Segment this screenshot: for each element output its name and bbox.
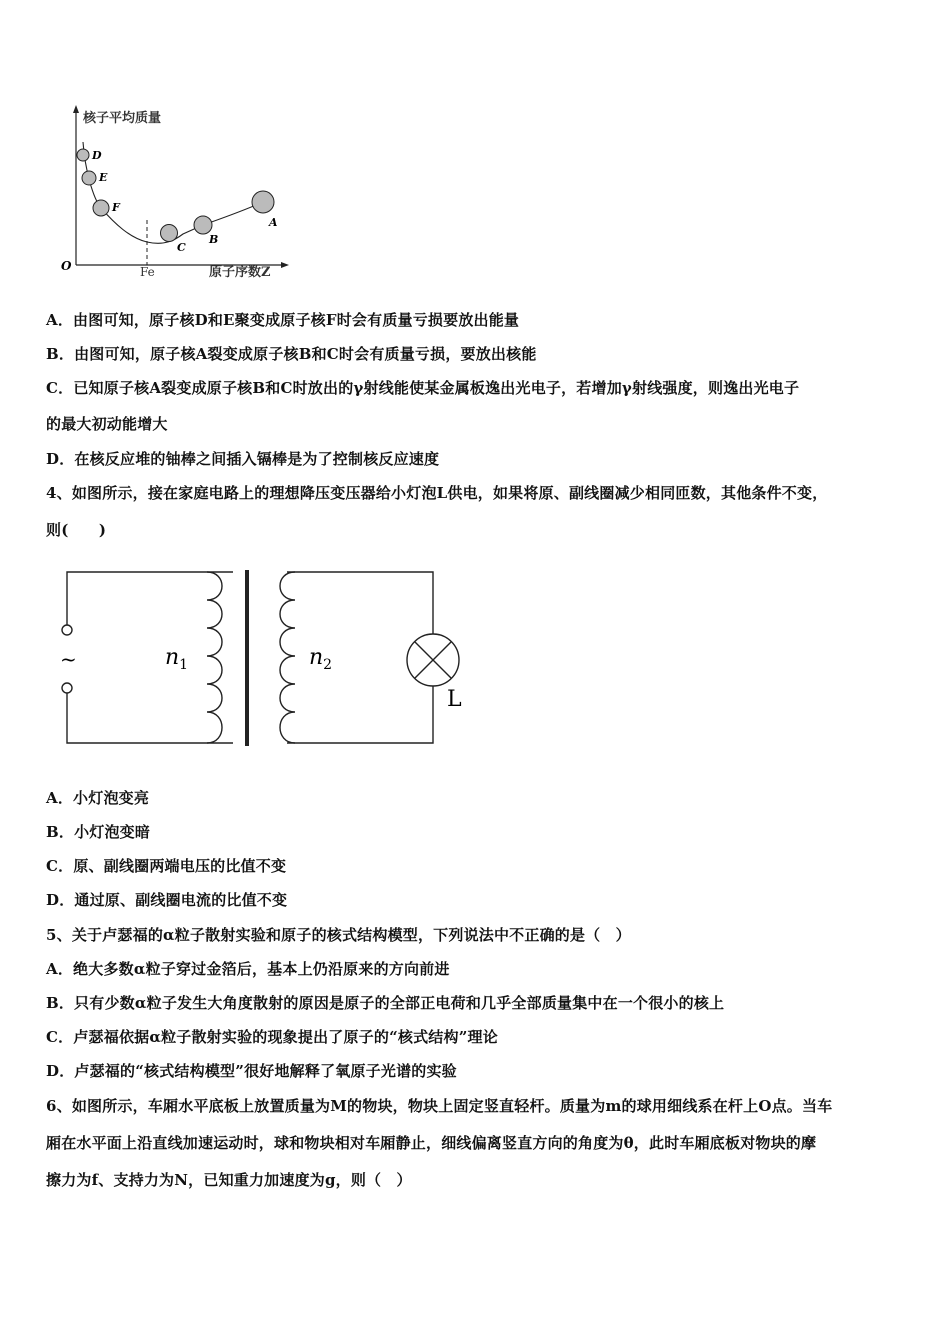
nuclear-mass-graph — [55, 100, 295, 285]
label-A: A — [269, 216, 278, 229]
n1-label: $n_1$ — [165, 645, 189, 673]
nucleus-E — [82, 171, 96, 185]
secondary-coil — [280, 572, 295, 743]
q3-option-b: B．由图可知，原子核A裂变成原子核B和C时会有质量亏损，要放出核能 — [46, 345, 537, 363]
label-E: E — [99, 171, 108, 184]
q3-option-c-line2: 的最大初动能增大 — [46, 415, 168, 433]
ac-source-symbol: ~ — [60, 647, 77, 671]
nucleus-C — [161, 225, 178, 242]
primary-wire-bottom — [67, 692, 233, 743]
terminal-bottom — [62, 683, 72, 693]
q6-stem-line1: 6、如图所示，车厢水平底板上放置质量为M的物块，物块上固定竖直轻杆。质量为m的球用细线系在杆上O点。当车 — [46, 1097, 833, 1115]
q4-option-d: D．通过原、副线圈电流的比值不变 — [46, 891, 288, 909]
label-C: C — [177, 241, 186, 254]
nucleus-B — [194, 216, 212, 234]
primary-coil — [207, 572, 222, 743]
label-B: B — [209, 233, 219, 246]
graph-xlabel: 原子序数Z — [209, 265, 271, 280]
fe-label: Fe — [140, 265, 155, 279]
terminal-top — [62, 625, 72, 635]
q4-stem-line2: 则( ) — [46, 521, 107, 539]
q5-option-d: D．卢瑟福的“核式结构模型”很好地解释了氧原子光谱的实验 — [46, 1062, 457, 1080]
q3-option-d: D．在核反应堆的铀棒之间插入镉棒是为了控制核反应速度 — [46, 450, 440, 468]
q6-stem-line3: 擦力为f、支持力为N，已知重力加速度为g，则（ ） — [46, 1171, 412, 1189]
q4-option-c: C．原、副线圈两端电压的比值不变 — [46, 857, 287, 875]
lamp-label: L — [447, 687, 462, 712]
label-F: F — [112, 201, 120, 214]
q6-stem-line2: 厢在水平面上沿直线加速运动时，球和物块相对车厢静止，细线偏离竖直方向的角度为θ，此时车厢底板对物块的摩 — [46, 1134, 817, 1152]
q5-option-b: B．只有少数α粒子发生大角度散射的原因是原子的全部正电荷和几乎全部质量集中在一个很小的核上 — [46, 994, 725, 1012]
nucleus-D — [77, 149, 89, 161]
transformer-circuit — [55, 560, 475, 755]
q5-stem: 5、关于卢瑟福的α粒子散射实验和原子的核式结构模型，下列说法中不正确的是（ ） — [46, 926, 631, 944]
q4-option-b: B．小灯泡变暗 — [46, 823, 151, 841]
secondary-wire — [287, 572, 433, 634]
label-D: D — [92, 149, 102, 162]
q5-option-c: C．卢瑟福依据α粒子散射实验的现象提出了原子的“核式结构”理论 — [46, 1028, 498, 1046]
n2-label: $n_2$ — [309, 645, 333, 673]
q3-option-c-line1: C．已知原子核A裂变成原子核B和C时放出的γ射线能使某金属板逸出光电子，若增加γ射线强度，则逸出光电子 — [46, 379, 800, 397]
q3-option-a: A．由图可知，原子核D和E聚变成原子核F时会有质量亏损要放出能量 — [46, 311, 520, 329]
nucleus-A — [252, 191, 274, 213]
graph-ylabel: 核子平均质量 — [83, 111, 162, 126]
graph-y-arrow — [73, 105, 79, 113]
q4-stem-line1: 4、如图所示，接在家庭电路上的理想降压变压器给小灯泡L供电，如果将原、副线圈减少相同匝数，其他条件不变， — [46, 484, 828, 502]
nucleus-F — [93, 200, 109, 216]
graph-origin: O — [61, 259, 72, 273]
q4-option-a: A．小灯泡变亮 — [46, 789, 150, 807]
graph-x-arrow — [281, 262, 289, 268]
primary-wire-top — [67, 572, 233, 625]
q5-option-a: A．绝大多数α粒子穿过金箔后，基本上仍沿原来的方向前进 — [46, 960, 450, 978]
secondary-wire-bottom — [287, 686, 433, 743]
